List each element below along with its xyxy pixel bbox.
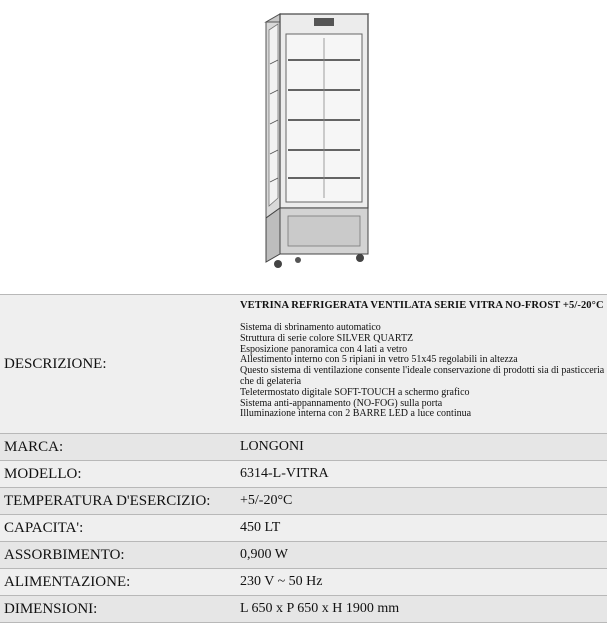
spec-label: MODELLO: <box>4 465 82 482</box>
description-list <box>240 323 607 420</box>
description-line: Struttura di serie colore SILVER QUARTZ <box>240 332 414 344</box>
description-label: DESCRIZIONE: <box>4 355 107 372</box>
description-line: Sistema anti-appannamento (NO-FOG) sulla porta <box>240 397 443 409</box>
spec-value: 230 V ~ 50 Hz <box>240 574 323 589</box>
spec-row-temperatura <box>0 487 607 514</box>
description-line: Questo sistema di ventilazione consente l'ideale conservazione di prodotti sia di pasticceria <box>240 365 605 377</box>
spec-row-marca <box>0 433 607 460</box>
spec-label: DIMENSIONI: <box>4 600 98 617</box>
spec-label: ASSORBIMENTO: <box>4 546 125 563</box>
spec-label: CAPACITA': <box>4 519 84 536</box>
spec-row-assorbimento <box>0 541 607 568</box>
description-title: VETRINA REFRIGERATA VENTILATA SERIE VITRA NO-FROST +5/-20°C <box>240 300 604 311</box>
spec-value: +5/-20°C <box>240 493 293 508</box>
description-content <box>240 295 607 433</box>
description-line: Allestimento interno con 5 ripiani in vetro 51x45 regolabili in altezza <box>240 354 518 366</box>
description-line: Esposizione panoramica con 4 lati a vetro <box>240 343 408 355</box>
spec-row-modello <box>0 460 607 487</box>
spec-label: MARCA: <box>4 438 64 455</box>
spec-label: ALIMENTAZIONE: <box>4 573 131 590</box>
spec-value: 450 LT <box>240 520 281 535</box>
refrigerated-display-cabinet-icon <box>258 8 378 273</box>
spec-value: LONGONI <box>240 439 304 454</box>
description-line: Teletermostato digitale SOFT-TOUCH a schermo grafico <box>240 386 470 398</box>
spec-row-alimentazione <box>0 568 607 595</box>
spec-table <box>0 294 607 623</box>
spec-value: L 650 x P 650 x H 1900 mm <box>240 601 400 616</box>
description-line: che di gelateria <box>240 375 302 387</box>
spec-row-capacita <box>0 514 607 541</box>
spec-value: 6314-L-VITRA <box>240 466 329 481</box>
description-line: Illuminazione interna con 2 BARRE LED a luce continua <box>240 408 472 420</box>
description-line: Sistema di sbrinamento automatico <box>240 322 381 333</box>
description-row <box>0 294 607 433</box>
spec-value: 0,900 W <box>240 547 288 562</box>
spec-label: TEMPERATURA D'ESERCIZIO: <box>4 492 211 509</box>
spec-row-dimensioni <box>0 595 607 623</box>
